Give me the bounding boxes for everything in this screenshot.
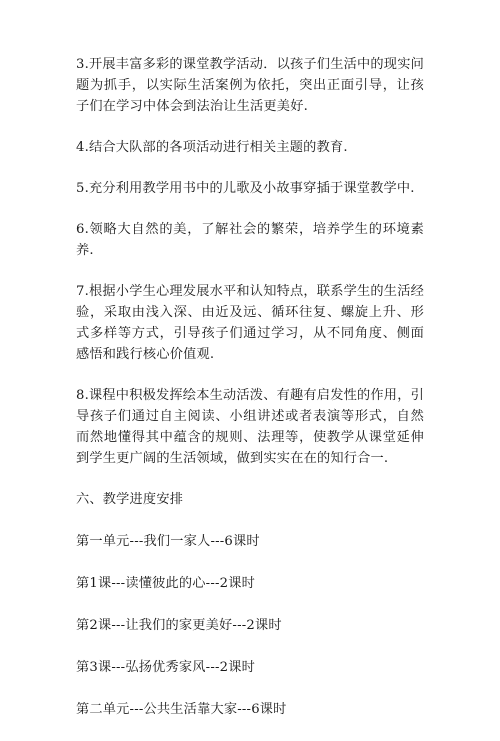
paragraph-5: 5.充分利用教学用书中的儿歌及小故事穿插于课堂教学中. — [76, 181, 415, 196]
schedule-item: 第1课---读懂彼此的心---2课时 — [76, 576, 255, 591]
schedule-item: 第一单元---我们一家人---6课时 — [76, 534, 260, 549]
schedule-item: 第2课---让我们的家更美好---2课时 — [76, 618, 282, 633]
schedule-item: 第3课---弘扬优秀家风---2课时 — [76, 660, 255, 675]
document-page — [76, 54, 424, 741]
paragraph-3: 3.开展丰富多彩的课堂教学活动．以孩子们生活中的现实问题为抓手，以实际生活案例为依托，突出正面引导，让孩子们在学习中体会到法治让生活更美好. — [76, 57, 424, 114]
section-heading: 六、教学进度安排 — [76, 492, 184, 507]
paragraph-7: 7.根据小学生心理发展水平和认知特点，联系学生的生活经验，采取由浅入深、由近及远、循环往复、螺旋上升、形式多样等方式，引导孩子们通过学习，从不同角度、侧面感悟和践行核心价值观. — [76, 284, 424, 362]
paragraph-8: 8.课程中积极发挥绘本生动活泼、有趣有启发性的作用，引导孩子们通过自主阅读、小组讲述或者表演等形式，自然而然地懂得其中蕴含的规则、法理等，使教学从课堂延伸到学生更广阔的生活领域，做到实实在在的知行合一. — [76, 388, 424, 466]
schedule-item: 第二单元---公共生活靠大家---6课时 — [76, 702, 287, 717]
paragraph-6: 6.领略大自然的美，了解社会的繁荣，培养学生的环境素养. — [76, 222, 424, 258]
paragraph-4: 4.结合大队部的各项活动进行相关主题的教育. — [76, 140, 348, 155]
